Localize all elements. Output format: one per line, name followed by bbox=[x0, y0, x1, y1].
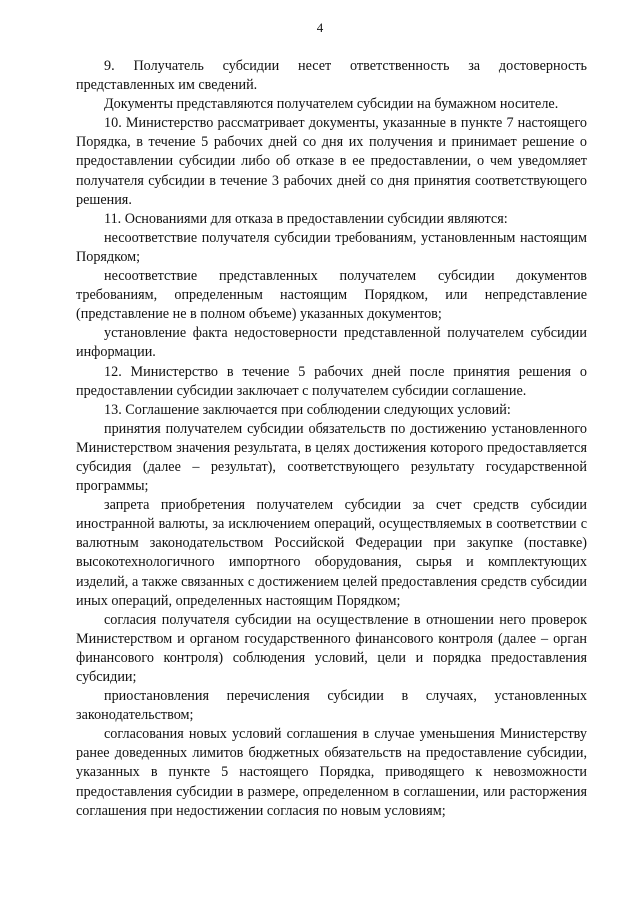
refusal-ground-1: несоответствие получателя субсидии требованиям, установленным настоящим Порядком; bbox=[76, 229, 587, 265]
paragraph-10: 10. Министерство рассматривает документы, указанные в пункте 7 настоящего Порядка, в течение 5 рабочих дней со дня их получения и принимает решение о предоставлении субсидии либо об отказе в ее предоставлении, о чем уведомляет получателя субсидии в течение 3 рабочих дней со дня принятия соответствующего решения. bbox=[76, 115, 587, 208]
refusal-ground-3: установление факта недостоверности представленной получателем субсидии информации. bbox=[76, 325, 587, 361]
document-body bbox=[76, 57, 587, 821]
refusal-ground-2: несоответствие представленных получателем субсидии документов требованиям, определенным настоящим Порядком, или непредставление (представление не в полном объеме) указанных документов; bbox=[76, 268, 587, 323]
condition-4: приостановления перечисления субсидии в случаях, установленных законодательством; bbox=[76, 688, 587, 724]
condition-5: согласования новых условий соглашения в случае уменьшения Министерству ранее доведенных лимитов бюджетных обязательств на предоставление субсидии, указанных в пункте 5 настоящего Порядка, приводящего к невозможности предоставления субсидии в размере, определенном в соглашении, или расторжения соглашения при недостижении согласия по новым условиям; bbox=[76, 726, 587, 819]
condition-3: согласия получателя субсидии на осуществление в отношении него проверок Министерством и органом государственного финансового контроля (далее – орган финансового контроля) соблюдения условий, цели и порядка предоставления субсидии; bbox=[76, 611, 587, 685]
paragraph-9: 9. Получатель субсидии несет ответственность за достоверность представленных им сведений. bbox=[76, 58, 587, 94]
paragraph-documents-form: Документы представляются получателем субсидии на бумажном носителе. bbox=[104, 96, 559, 113]
condition-1: принятия получателем субсидии обязательств по достижению установленного Министерством значения результата, в целях достижения которого предоставляется субсидия (далее – результат), соответствующего результату государственной программы; bbox=[76, 420, 587, 495]
paragraph-13: 13. Соглашение заключается при соблюдении следующих условий: bbox=[104, 401, 511, 418]
condition-2: запрета приобретения получателем субсидии за счет средств субсидии иностранной валюты, за исключением операций, осуществляемых в соответствии с валютным законодательством Российской Федерации при закупке (поставке) высокотехнологичного импортного оборудования, сырья и комплектующих изделий, а также связанных с достижением целей предоставления средств субсидии иных операций, определенных настоящим Порядком; bbox=[76, 497, 587, 609]
paragraph-11: 11. Основаниями для отказа в предоставлении субсидии являются: bbox=[104, 210, 508, 227]
paragraph-12: 12. Министерство в течение 5 рабочих дней после принятия решения о предоставлении субсидии заключает с получателем субсидии соглашение. bbox=[76, 363, 587, 399]
page-number: 4 bbox=[316, 20, 324, 35]
